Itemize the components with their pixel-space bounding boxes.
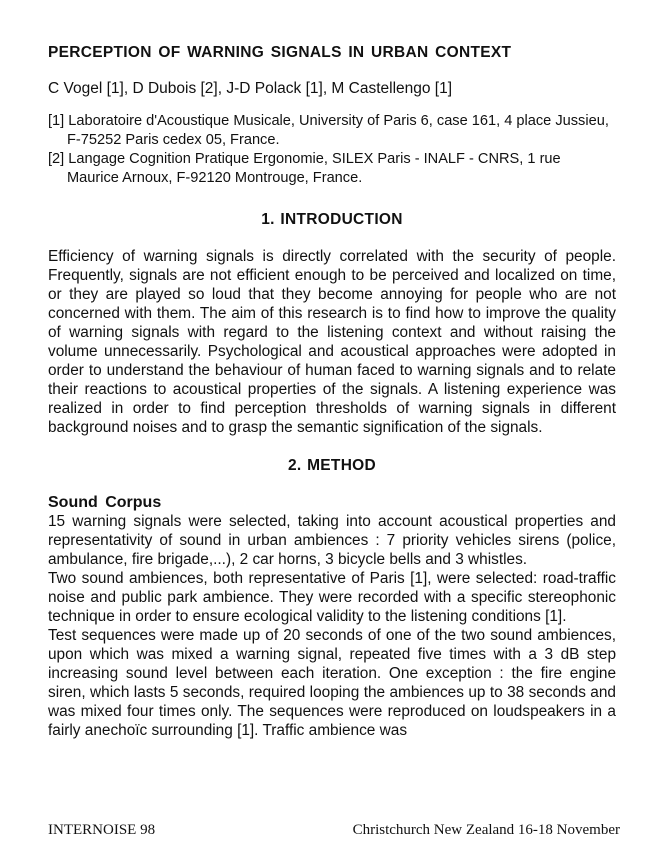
method-paragraph-3: Test sequences were made up of 20 seconds of one of the two sound ambiences, upon which was mixed a warning signal, repeated five times with a 3 dB step increasing sound level between each iteration. One exception : the fire engine siren, which lasts 5 seconds, required looping the ambiences up to 38 seconds and was mixed four times only. The sequences were reproduced on loudspeakers in a fairly anechoïc surrounding [1]. Traffic ambience was (48, 627, 616, 739)
paper-page (48, 42, 616, 740)
affiliation-list (48, 112, 616, 188)
introduction-paragraph: Efficiency of warning signals is directly correlated with the security of people. Frequently, signals are not efficient enough to be perceived and localized on time, or they are played so loud that they become annoying for people who are not concerned with them. The aim of this research is to find how to improve the quality of warning signals with regard to the listening context and without raising the volume unnecessarily. Psychological and acoustical approaches were adopted in order to understand the behaviour of human faced to warning signals and to relate their reactions to acoustical properties of the signals. A listening experience was realized in order to find perception thresholds of warning signals in different background noises and to grasp the semantic signification of the signals. (48, 248, 616, 436)
page-footer (48, 820, 620, 840)
affiliation-1: [1] Laboratoire d'Acoustique Musicale, University of Paris 6, case 161, 4 place Jussieu, F-75252 Paris cedex 05, France. (48, 113, 609, 148)
paper-title: PERCEPTION OF WARNING SIGNALS IN URBAN CONTEXT (48, 44, 512, 61)
method-heading: 2. METHOD (287, 457, 377, 474)
sound-corpus-subheading: Sound Corpus (48, 494, 162, 511)
footer-location-date: Christchurch New Zealand 16-18 November (352, 822, 620, 838)
method-paragraph-1: 15 warning signals were selected, taking into account acoustical properties and representativity of sound in urban ambiences : 7 priority vehicles sirens (police, ambulance, fire brigade,...), 2 car horns, 3 bicycle bells and 3 whistles. (48, 513, 616, 568)
affiliation-2: [2] Langage Cognition Pratique Ergonomie, SILEX Paris - INALF - CNRS, 1 rue Maurice Arnoux, F-92120 Montrouge, France. (48, 151, 561, 186)
introduction-heading: 1. INTRODUCTION (261, 211, 403, 228)
author-list: C Vogel [1], D Dubois [2], J-D Polack [1], M Castellengo [1] (48, 80, 453, 97)
method-paragraph-2: Two sound ambiences, both representative of Paris [1], were selected: road-traffic noise and public park ambience. They were recorded with a specific stereophonic technique in order to ensure ecological validity to the listening conditions [1]. (48, 570, 616, 625)
footer-conference: INTERNOISE 98 (48, 822, 156, 838)
